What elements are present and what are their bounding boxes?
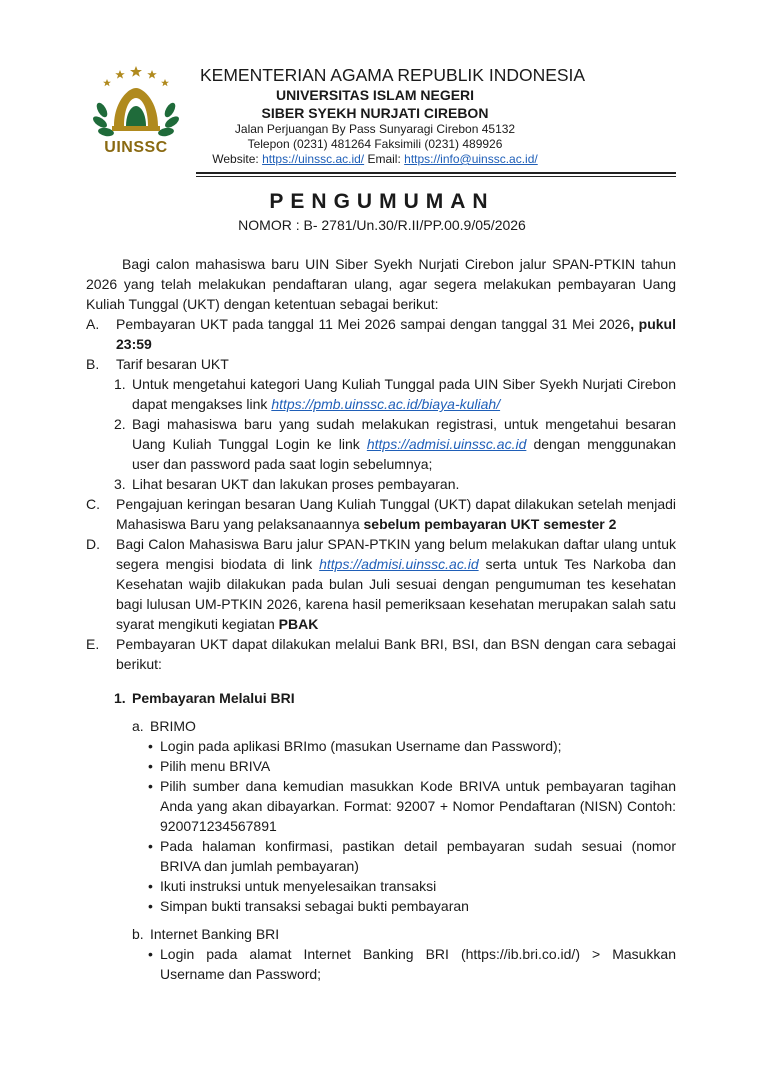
item-d: D. Bagi Calon Mahasiswa Baru jalur SPAN-PTKIN yang belum melakukan daftar ulang untuk segera mengisi biodata di link https://admisi.uinssc.ac.id serta untuk Tes Narkoba dan Kesehatan wajib dilakukan pada bulan Juli sesuai dengan pengumuman tes kesehatan bagi lulusan UM-PTKIN 2026, karena hasil pemeriksaan kesehatan merupakan salah satu syarat mengikuti kegiatan PBAK [86,536,676,632]
letterhead-rule-thick [196,172,676,174]
website-link[interactable]: https://uinssc.ac.id/ [262,152,365,166]
biaya-kuliah-link[interactable]: https://pmb.uinssc.ac.id/biaya-kuliah/ [271,396,501,412]
email-label: Email: [367,152,401,166]
brand-wordmark: UINSSC [104,139,168,156]
letterhead [200,64,586,167]
admisi-link-2[interactable]: https://admisi.uinssc.ac.id [319,556,479,572]
internet-banking-heading: b. Internet Banking BRI [132,926,280,942]
document-body [86,254,676,984]
list-item: • Simpan bukti transaksi sebagai bukti pembayaran [148,898,469,914]
intro-paragraph: Bagi calon mahasiswa baru UIN Siber Syekh Nurjati Cirebon jalur SPAN-PTKIN tahun 2026 yang telah melakukan pendaftaran ulang, agar segera melakukan pembayaran Uang Kuliah Tunggal (UKT) dengan ketentuan sebagai berikut: [86,256,676,312]
item-e: E. Pembayaran UKT dapat dilakukan melalui Bank BRI, BSI, dan BSN dengan cara sebagai berikut: [86,636,676,672]
contact-line [200,152,550,167]
item-c: C. Pengajuan keringan besaran Uang Kuliah Tunggal (UKT) dapat dilakukan setelah menjadi Mahasiswa Baru yang pelaksanaannya sebelum pembayaran UKT semester 2 [86,496,676,532]
list-item: • Ikuti instruksi untuk menyelesaikan transaksi [148,878,437,894]
item-b-2: 2. Bagi mahasiswa baru yang sudah melakukan registrasi, untuk mengetahui besaran Uang Kuliah Tunggal Login ke link https://admisi.uinssc.ac.id dengan menggunakan user dan password pada saat login sebelumnya; [114,416,677,472]
list-item: • Pilih menu BRIVA [148,758,271,774]
university-name-1: UNIVERSITAS ISLAM NEGERI [275,87,475,103]
list-item: • Login pada alamat Internet Banking BRI (https://ib.bri.co.id/) > Masukkan Username dan Password; [148,946,676,982]
bri-section-heading: 1. Pembayaran Melalui BRI [114,690,295,706]
university-name-2: SIBER SYEKH NURJATI CIREBON [261,105,489,121]
list-item: • Pada halaman konfirmasi, pastikan detail pembayaran sudah sesuai (nomor BRIVA dan jumlah pembayaran) [148,838,676,874]
item-b: B. Tarif besaran UKT [86,356,229,372]
address: Jalan Perjuangan By Pass Sunyaragi Cirebon 45132 [234,122,516,136]
website-label: Website: [212,152,259,166]
list-item: • Login pada aplikasi BRImo (masukan Username dan Password); [148,738,562,754]
document-number: NOMOR : B- 2781/Un.30/R.II/PP.00.9/05/2026 [238,217,526,233]
item-b-3: 3. Lihat besaran UKT dan lakukan proses pembayaran. [114,476,460,492]
admisi-link[interactable]: https://admisi.uinssc.ac.id [366,436,527,452]
item-b-1: 1. Untuk mengetahui kategori Uang Kuliah Tunggal pada UIN Siber Syekh Nurjati Cirebon dapat mengakses link https://pmb.uinssc.ac.id/biaya-kuliah/ [114,376,676,412]
list-item: • Pilih sumber dana kemudian masukkan Kode BRIVA untuk pembayaran tagihan Anda yang akan dibayarkan. Format: 92007 + Nomor Pendaftaran (NISN) Contoh: 920071234567891 [148,778,676,834]
letterhead-rule-thin [196,176,676,177]
brimo-heading: a. BRIMO [132,718,196,734]
email-link[interactable]: https://info@uinssc.ac.id/ [404,152,538,166]
phone: Telepon (0231) 481264 Faksimili (0231) 489926 [247,137,503,151]
item-a: A. Pembayaran UKT pada tanggal 11 Mei 2026 sampai dengan tanggal 31 Mei 2026, pukul 23:59 [86,316,676,352]
document-title: PENGUMUMAN [269,190,495,213]
ministry-name: KEMENTERIAN AGAMA REPUBLIK INDONESIA [200,65,586,85]
